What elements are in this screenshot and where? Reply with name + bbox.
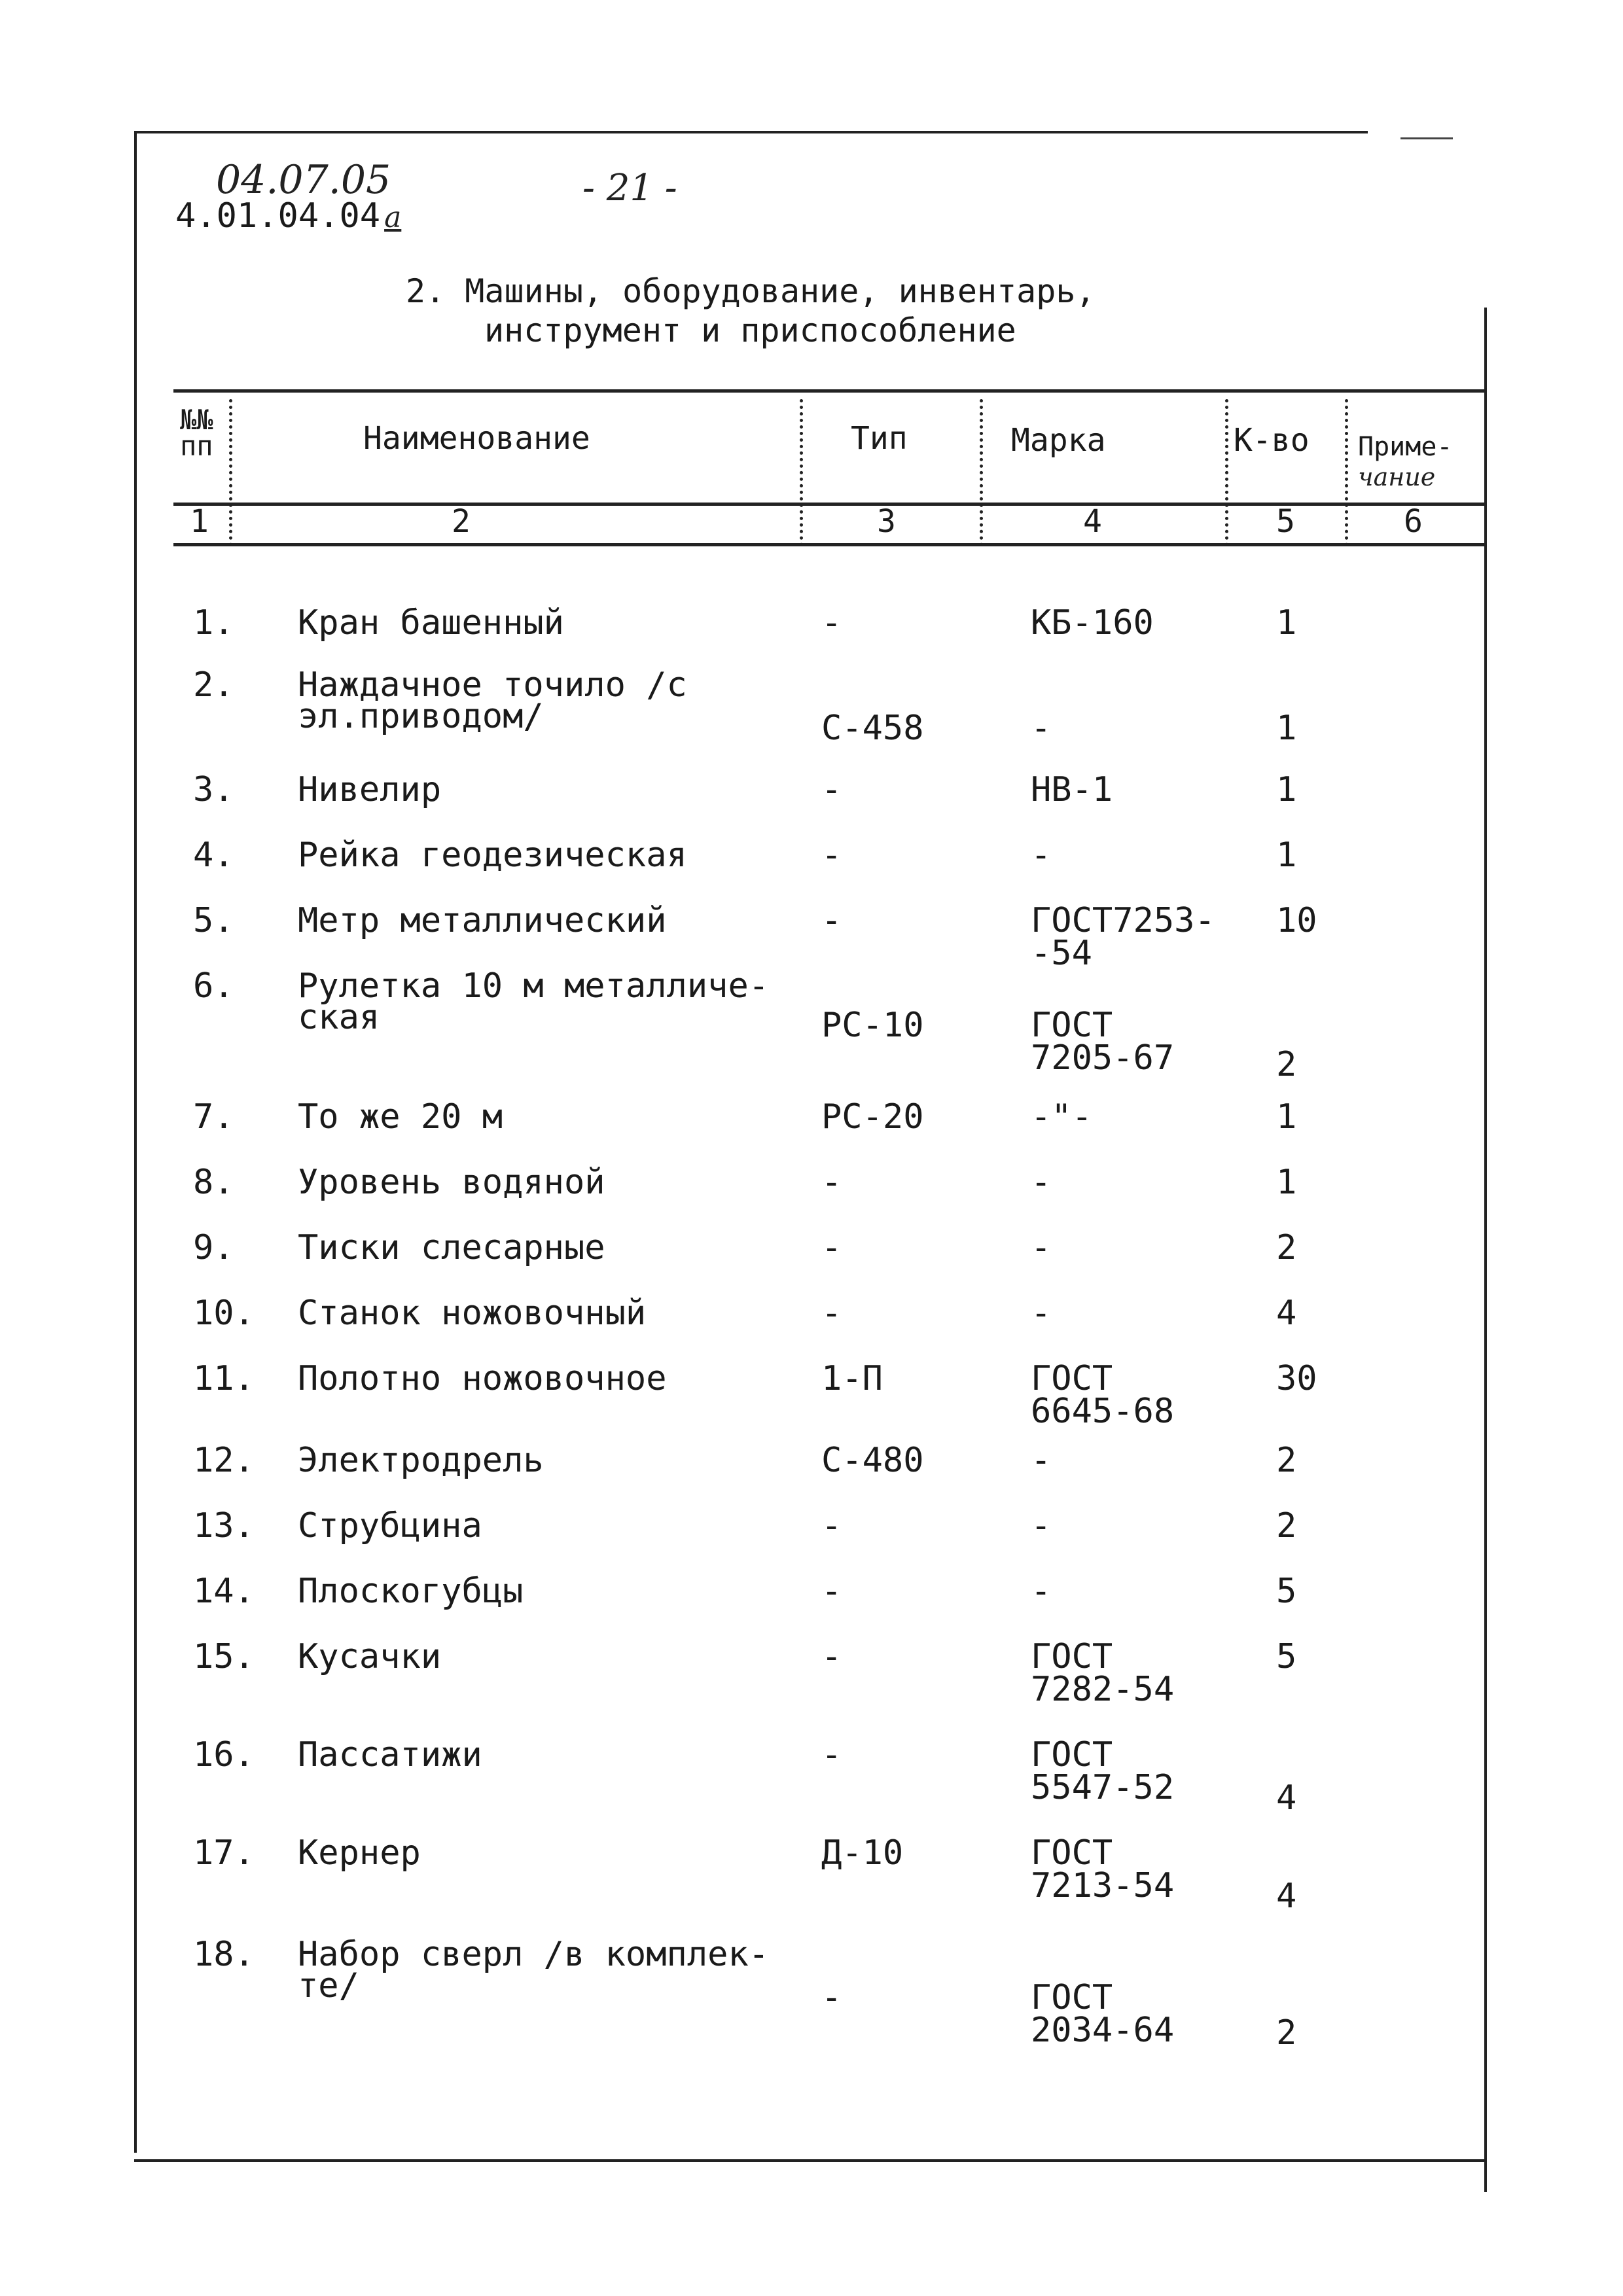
table-column-number-rule — [173, 543, 1486, 546]
row-name: Полотно ножовочное — [298, 1359, 667, 1398]
row-name: те/ — [298, 1966, 359, 2005]
header-type: Тип — [851, 420, 908, 457]
row-mark: ГОСТ — [1031, 1833, 1113, 1873]
row-number: 2. — [193, 665, 234, 705]
row-number: 8. — [193, 1163, 234, 1202]
header-qty: К-во — [1234, 422, 1310, 459]
row-mark: - — [1031, 709, 1052, 748]
row-mark: -54 — [1031, 934, 1092, 973]
row-mark: ГОСТ — [1031, 1006, 1113, 1045]
row-type: - — [821, 1506, 842, 1545]
row-mark: ГОСТ7253- — [1031, 901, 1215, 940]
row-number: 11. — [193, 1359, 255, 1398]
row-name: Струбцина — [298, 1506, 482, 1545]
row-mark: 7282-54 — [1031, 1670, 1175, 1709]
row-mark: -"- — [1031, 1097, 1092, 1137]
column-divider-1 — [229, 399, 232, 546]
row-qty: 2 — [1276, 1045, 1297, 1084]
row-name: Наждачное точило /с — [298, 665, 687, 705]
column-number-2: 2 — [452, 503, 471, 540]
row-name: То же 20 м — [298, 1097, 503, 1137]
row-qty: 4 — [1276, 1294, 1297, 1333]
header-note-line-1: Приме- — [1358, 432, 1453, 462]
header-note-line-2: чание — [1358, 463, 1436, 491]
row-number: 7. — [193, 1097, 234, 1137]
row-name: Электродрель — [298, 1441, 544, 1480]
section-title — [406, 272, 1096, 350]
row-type: С-480 — [821, 1441, 924, 1480]
row-mark: - — [1031, 1228, 1052, 1267]
doc-code-suffix: а — [384, 201, 402, 234]
row-qty: 1 — [1276, 709, 1297, 748]
row-number: 4. — [193, 836, 234, 875]
row-type: - — [821, 1163, 842, 1202]
row-name: Уровень водяной — [298, 1163, 605, 1202]
row-type: - — [821, 770, 842, 809]
header-number — [180, 404, 213, 462]
row-name: Нивелир — [298, 770, 442, 809]
page-frame-top-tail — [1400, 137, 1453, 139]
row-name: Кернер — [298, 1833, 421, 1873]
row-mark: 7205-67 — [1031, 1038, 1175, 1078]
row-mark: 2034-64 — [1031, 2011, 1175, 2050]
row-mark: - — [1031, 1441, 1052, 1480]
row-qty: 30 — [1276, 1359, 1317, 1398]
row-name: Кусачки — [298, 1637, 442, 1676]
row-number: 17. — [193, 1833, 255, 1873]
row-qty: 4 — [1276, 1778, 1297, 1818]
row-type: РС-10 — [821, 1006, 924, 1045]
row-name: Кран башенный — [298, 603, 564, 643]
row-type: РС-20 — [821, 1097, 924, 1137]
header-number-line-2: пп — [180, 430, 213, 462]
row-name: Набор сверл /в комплек- — [298, 1935, 770, 1974]
row-name: Станок ножовочный — [298, 1294, 647, 1333]
row-number: 5. — [193, 901, 234, 940]
column-number-3: 3 — [877, 503, 896, 540]
column-divider-4 — [1225, 399, 1228, 546]
row-type: - — [821, 1978, 842, 2017]
row-qty: 4 — [1276, 1877, 1297, 1916]
row-name: Рулетка 10 м металличе- — [298, 966, 770, 1006]
row-mark: ГОСТ — [1031, 1359, 1113, 1398]
row-name: эл.приводом/ — [298, 697, 544, 736]
section-title-line-2: инструмент и приспособление — [484, 311, 1016, 349]
row-qty: 1 — [1276, 1163, 1297, 1202]
row-qty: 5 — [1276, 1637, 1297, 1676]
row-type: - — [821, 1572, 842, 1611]
row-type: - — [821, 836, 842, 875]
row-type: - — [821, 901, 842, 940]
column-divider-2 — [800, 399, 803, 546]
row-mark: - — [1031, 836, 1052, 875]
row-qty: 2 — [1276, 1441, 1297, 1480]
header-note — [1358, 432, 1453, 492]
handwritten-doc-number: 04.07.05 — [216, 157, 391, 203]
column-divider-3 — [980, 399, 983, 546]
row-type: - — [821, 603, 842, 643]
row-mark: ГОСТ — [1031, 1637, 1113, 1676]
page-frame-left — [134, 131, 137, 2153]
row-type: 1-П — [821, 1359, 883, 1398]
row-name: Рейка геодезическая — [298, 836, 687, 875]
row-name: Метр металлический — [298, 901, 667, 940]
doc-code-text: 4.01.04.04 — [175, 196, 381, 236]
row-qty: 5 — [1276, 1572, 1297, 1611]
row-qty: 2 — [1276, 1228, 1297, 1267]
column-divider-5 — [1345, 399, 1348, 546]
row-number: 10. — [193, 1294, 255, 1333]
row-number: 13. — [193, 1506, 255, 1545]
page-number: - 21 - — [582, 167, 677, 209]
row-mark: - — [1031, 1294, 1052, 1333]
row-qty: 2 — [1276, 2013, 1297, 2053]
row-number: 12. — [193, 1441, 255, 1480]
row-number: 18. — [193, 1935, 255, 1974]
header-mark: Марка — [1011, 422, 1106, 459]
row-qty: 1 — [1276, 1097, 1297, 1137]
row-name: ская — [298, 998, 380, 1037]
row-mark: ГОСТ — [1031, 1978, 1113, 2017]
column-number-5: 5 — [1276, 503, 1295, 540]
row-number: 1. — [193, 603, 234, 643]
row-mark: - — [1031, 1506, 1052, 1545]
row-type: С-458 — [821, 709, 924, 748]
row-type: - — [821, 1294, 842, 1333]
row-mark: 6645-68 — [1031, 1392, 1175, 1431]
row-mark: - — [1031, 1163, 1052, 1202]
row-mark: 7213-54 — [1031, 1866, 1175, 1905]
column-number-4: 4 — [1083, 503, 1102, 540]
row-type: - — [821, 1637, 842, 1676]
row-name: Плоскогубцы — [298, 1572, 524, 1611]
row-number: 14. — [193, 1572, 255, 1611]
row-qty: 2 — [1276, 1506, 1297, 1545]
row-type: Д-10 — [821, 1833, 904, 1873]
column-number-1: 1 — [190, 503, 209, 540]
row-qty: 1 — [1276, 770, 1297, 809]
row-number: 16. — [193, 1735, 255, 1775]
header-number-line-1: №№ — [180, 404, 213, 436]
doc-code — [175, 196, 401, 236]
row-qty: 10 — [1276, 901, 1317, 940]
row-type: - — [821, 1735, 842, 1775]
row-mark: ГОСТ — [1031, 1735, 1113, 1775]
column-number-6: 6 — [1404, 503, 1423, 540]
page-frame-top — [134, 131, 1368, 133]
row-qty: 1 — [1276, 836, 1297, 875]
row-number: 3. — [193, 770, 234, 809]
row-number: 9. — [193, 1228, 234, 1267]
row-number: 15. — [193, 1637, 255, 1676]
header-name: Наименование — [363, 420, 590, 457]
section-title-line-1: 2. Машины, оборудование, инвентарь, — [406, 272, 1096, 310]
row-mark: НВ-1 — [1031, 770, 1113, 809]
row-mark: КБ-160 — [1031, 603, 1154, 643]
row-name: Пассатижи — [298, 1735, 482, 1775]
page-frame-bottom — [134, 2159, 1486, 2162]
row-qty: 1 — [1276, 603, 1297, 643]
row-name: Тиски слесарные — [298, 1228, 605, 1267]
row-mark: 5547-52 — [1031, 1768, 1175, 1807]
row-type: - — [821, 1228, 842, 1267]
page-frame-right — [1484, 308, 1487, 2192]
table-top-rule — [173, 389, 1486, 393]
row-number: 6. — [193, 966, 234, 1006]
row-mark: - — [1031, 1572, 1052, 1611]
